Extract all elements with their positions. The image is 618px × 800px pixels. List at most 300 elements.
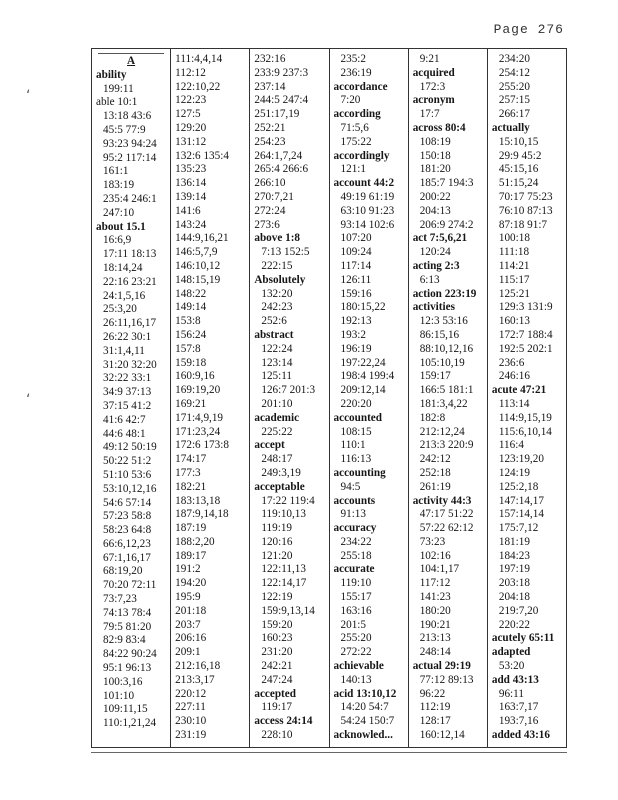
index-reference: 212:12,24	[419, 425, 465, 438]
index-reference: 252:6	[261, 315, 287, 328]
index-reference: 195:9	[175, 591, 201, 604]
index-reference: 255:18	[340, 549, 372, 562]
index-reference: 231:19	[175, 729, 207, 742]
index-reference: 146:5,7,9	[175, 246, 218, 259]
index-reference: 96:11	[498, 687, 524, 700]
index-reference: 7:20	[340, 94, 361, 107]
index-reference: 32:22 33:1	[103, 372, 152, 385]
index-reference: 272:24	[254, 204, 286, 217]
index-reference: 132:6 135:4	[175, 149, 229, 162]
index-reference: 127:5	[175, 108, 201, 121]
index-reference: 12:3 53:16	[419, 315, 468, 328]
index-reference: 119:10	[340, 577, 372, 590]
index-reference: 79:5 81:20	[103, 620, 152, 633]
index-reference: 169:21	[175, 397, 207, 410]
index-reference: 169:19,20	[175, 384, 221, 397]
index-reference: 265:4 266:6	[254, 163, 309, 176]
index-reference: 93:14 102:6	[340, 218, 395, 231]
margin-mark: ‘	[26, 392, 31, 408]
index-reference: 194:20	[175, 577, 207, 590]
index-reference: 121:1	[340, 163, 366, 176]
index-reference: 237:14	[254, 80, 286, 93]
index-reference: 244:5 247:4	[254, 94, 309, 107]
index-headword: acid 13:10,12	[333, 687, 397, 700]
index-reference: 147:14,17	[498, 494, 544, 507]
index-headword: accuracy	[333, 522, 377, 535]
index-reference: 141:23	[419, 591, 451, 604]
index-reference: 132:20	[261, 287, 293, 300]
index-reference: 264:1,7,24	[254, 149, 303, 162]
index-reference: 116:13	[340, 453, 372, 466]
index-reference: 91:13	[340, 508, 366, 521]
index-reference: 120:24	[419, 246, 451, 259]
index-headword: above 1:8	[254, 232, 301, 245]
index-reference: 270:7,21	[254, 190, 294, 203]
index-reference: 148:15,19	[175, 273, 221, 286]
index-reference: 230:10	[175, 715, 207, 728]
index-reference: 15:10,15	[498, 135, 539, 148]
index-headword: actual 29:19	[412, 660, 471, 673]
index-reference: 66:6,12,23	[103, 537, 151, 550]
index-reference: 272:22	[340, 646, 372, 659]
index-reference: 125:2,18	[498, 480, 539, 493]
index-reference: 180:15,22	[340, 301, 386, 314]
index-reference: 57:23 58:8	[103, 510, 152, 523]
index-reference: 112:19	[419, 701, 451, 714]
index-reference: 172:7 188:4	[498, 328, 553, 341]
index-reference: 189:17	[175, 549, 207, 562]
index-reference: 122:23	[175, 94, 207, 107]
index-headword: accounting	[333, 466, 386, 479]
index-reference: 119:17	[261, 701, 293, 714]
index-reference: able 10:1	[96, 96, 138, 109]
index-reference: 135:23	[175, 163, 207, 176]
index-reference: 122:19	[261, 591, 293, 604]
index-headword: accept	[254, 439, 285, 452]
index-reference: 70:20 72:11	[103, 579, 157, 592]
index-reference: 113:14	[498, 397, 530, 410]
index-reference: 155:17	[340, 591, 372, 604]
index-reference: 31:20 32:20	[103, 358, 157, 371]
index-reference: 161:1	[103, 165, 129, 178]
index-reference: 198:4 199:4	[340, 370, 395, 383]
index-headword: abstract	[254, 328, 294, 341]
index-reference: 117:14	[340, 259, 372, 272]
index-reference: 58:23 64:8	[103, 524, 152, 537]
index-reference: 247:24	[261, 673, 293, 686]
index-reference: 182:21	[175, 480, 207, 493]
index-reference: 123:14	[261, 356, 293, 369]
index-headword: accordance	[333, 80, 388, 93]
index-reference: 159:9,13,14	[261, 604, 315, 617]
index-reference: 76:10 87:13	[498, 204, 553, 217]
index-reference: 122:10,22	[175, 80, 221, 93]
index-column-6	[488, 49, 566, 747]
index-headword: activities	[412, 301, 455, 314]
index-reference: 153:8	[175, 315, 201, 328]
index-reference: 94:5	[340, 480, 361, 493]
index-headword: adapted	[491, 646, 531, 659]
index-headword: act 7:5,6,21	[412, 232, 468, 245]
index-headword: according	[333, 108, 381, 121]
index-reference: 110:1	[340, 439, 366, 452]
index-reference: 109:11,15	[103, 703, 148, 716]
index-reference: 77:12 89:13	[419, 673, 474, 686]
index-column-3	[250, 49, 329, 747]
index-reference: 126:7 201:3	[261, 384, 316, 397]
index-reference: 248:17	[261, 453, 293, 466]
index-reference: 273:6	[254, 218, 280, 231]
index-reference: 126:11	[340, 273, 372, 286]
index-reference: 209:12,14	[340, 384, 386, 397]
index-reference: 213:13	[419, 632, 451, 645]
index-reference: 119:19	[261, 522, 293, 535]
index-reference: 159:20	[261, 618, 293, 631]
index-reference: 166:5 181:1	[419, 384, 474, 397]
index-reference: 190:21	[419, 618, 451, 631]
index-reference: 17:7	[419, 108, 440, 121]
index-reference: 191:2	[175, 563, 201, 576]
index-reference: 188:2,20	[175, 535, 215, 548]
index-reference: 197:19	[498, 563, 530, 576]
index-reference: 206:9 274:2	[419, 218, 474, 231]
index-reference: 16:6,9	[103, 234, 132, 247]
index-reference: 266:10	[254, 177, 286, 190]
index-reference: 174:17	[175, 453, 207, 466]
index-reference: 120:16	[261, 535, 293, 548]
index-reference: 159:16	[340, 287, 372, 300]
index-column-2	[171, 49, 250, 747]
index-reference: 45:5 77:9	[103, 123, 146, 136]
index-headword: account 44:2	[333, 177, 395, 190]
index-reference: 18:14,24	[103, 261, 143, 274]
index-reference: 105:10,19	[419, 356, 465, 369]
index-reference: 26:22 30:1	[103, 330, 152, 343]
index-reference: 204:18	[498, 591, 530, 604]
index-column-1	[92, 49, 171, 747]
index-reference: 124:19	[498, 466, 530, 479]
index-reference: 53:10,12,16	[103, 482, 157, 495]
index-reference: 96:22	[419, 687, 446, 700]
index-headword: accounted	[333, 411, 382, 424]
index-reference: 181:19	[498, 535, 530, 548]
index-reference: 119:10,13	[261, 508, 306, 521]
index-reference: 213:3 220:9	[419, 439, 474, 452]
index-reference: 201:5	[340, 618, 366, 631]
index-reference: 144:9,16,21	[175, 232, 229, 245]
index-headword: accordingly	[333, 149, 390, 162]
page-number: Page 276	[493, 22, 564, 37]
index-reference: 109:24	[340, 246, 372, 259]
index-reference: 209:1	[175, 646, 201, 659]
index-reference: 193:2	[340, 328, 366, 341]
index-reference: 146:10,12	[175, 259, 221, 272]
margin-mark: ‘	[26, 88, 31, 104]
index-reference: 49:12 50:19	[103, 441, 157, 454]
index-reference: 84:22 90:24	[103, 648, 157, 661]
index-reference: 54:6 57:14	[103, 496, 152, 509]
index-reference: 111:4,4,14	[175, 53, 223, 65]
index-reference: 261:19	[419, 480, 451, 493]
index-reference: 114:9,15,19	[498, 411, 552, 424]
index-reference: 252:21	[254, 121, 286, 134]
index-reference: 102:16	[419, 549, 451, 562]
index-reference: 57:22 62:12	[419, 522, 474, 535]
index-reference: 159:17	[419, 370, 451, 383]
index-reference: 125:21	[498, 287, 530, 300]
index-reference: 203:7	[175, 618, 201, 631]
index-reference: 129:20	[175, 121, 207, 134]
index-headword: added 43:16	[491, 729, 550, 742]
index-reference: 136:14	[175, 177, 207, 190]
index-reference: 41:6 42:7	[103, 413, 146, 426]
index-reference: 131:12	[175, 135, 207, 148]
index-headword: actually	[491, 121, 530, 134]
index-reference: 122:11,13	[261, 563, 306, 576]
index-reference: 122:14,17	[261, 577, 307, 590]
index-reference: 257:15	[498, 94, 530, 107]
index-reference: 114:21	[498, 259, 530, 272]
index-reference: 225:22	[261, 425, 293, 438]
index-reference: 197:22,24	[340, 356, 386, 369]
index-reference: 70:17 75:23	[498, 190, 553, 203]
index-reference: 116:4	[498, 439, 524, 452]
index-reference: 242:21	[261, 660, 293, 673]
index-reference: 192:5 202:1	[498, 342, 553, 355]
index-reference: 14:20 54:7	[340, 701, 389, 714]
index-reference: 71:5,6	[340, 121, 369, 134]
index-reference: 185:7 194:3	[419, 177, 474, 190]
index-reference: 192:13	[340, 315, 372, 328]
index-headword: acceptable	[254, 480, 305, 493]
index-reference: 128:17	[419, 715, 451, 728]
index-reference: 160:9,16	[175, 370, 215, 383]
index-headword: accurate	[333, 563, 375, 576]
index-reference: 37:15 41:2	[103, 399, 152, 412]
index-reference: 101:10	[103, 689, 135, 702]
index-reference: 6:13	[419, 273, 440, 286]
index-reference: 212:16,18	[175, 660, 221, 673]
index-reference: 121:20	[261, 549, 293, 562]
index-reference: 172:3	[419, 80, 446, 93]
index-reference: 29:9 45:2	[498, 149, 542, 162]
index-reference: 104:1,17	[419, 563, 460, 576]
index-reference: 111:18	[498, 246, 530, 259]
index-headword: ability	[96, 68, 127, 81]
index-reference: 17:22 119:4	[261, 494, 315, 507]
index-reference: 236:6	[498, 356, 525, 369]
index-reference: 107:20	[340, 232, 372, 245]
index-headword: accounts	[333, 494, 376, 507]
index-reference: 220:20	[340, 397, 372, 410]
index-reference: 213:3,17	[175, 673, 215, 686]
index-column-5	[409, 49, 488, 747]
index-reference: 249:3,19	[261, 466, 301, 479]
index-reference: 187:19	[175, 522, 207, 535]
index-headword: activity 44:3	[412, 494, 472, 507]
index-reference: 180:20	[419, 604, 451, 617]
index-reference: 125:11	[261, 370, 293, 383]
index-headword: acutely 65:11	[491, 632, 555, 645]
index-reference: 254:23	[254, 135, 286, 148]
index-reference: 44:6 48:1	[103, 427, 146, 440]
index-reference: 171:4,9,19	[175, 411, 224, 424]
index-reference: 227:11	[175, 701, 206, 714]
index-reference: 220:22	[498, 618, 530, 631]
index-reference: 143:24	[175, 218, 207, 231]
index-reference: 93:23 94:24	[103, 137, 157, 150]
index-reference: 53:20	[498, 660, 525, 673]
index-reference: 219:7,20	[498, 604, 539, 617]
index-reference: 45:15,16	[498, 163, 539, 176]
index-reference: 252:18	[419, 466, 451, 479]
index-reference: 200:22	[419, 190, 451, 203]
column-header-rule	[98, 53, 164, 54]
index-headword: about 15.1	[96, 220, 146, 233]
index-reference: 160:23	[261, 632, 293, 645]
index-reference: 236:19	[340, 66, 372, 79]
index-headword: Absolutely	[254, 273, 306, 286]
index-reference: 47:17 51:22	[419, 508, 474, 521]
index-reference: 140:13	[340, 673, 372, 686]
index-reference: 17:11 18:13	[103, 248, 157, 261]
section-letter: A	[127, 55, 136, 67]
index-reference: 73:7,23	[103, 593, 137, 606]
index-reference: 160:13	[498, 315, 530, 328]
index-reference: 246:16	[498, 370, 530, 383]
index-reference: 254:12	[498, 66, 530, 79]
index-reference: 234:20	[498, 53, 530, 65]
index-reference: 222:15	[261, 259, 293, 272]
index-reference: 183:13,18	[175, 494, 221, 507]
index-reference: 196:19	[340, 342, 372, 355]
index-reference: 203:18	[498, 577, 530, 590]
index-headword: access 24:14	[254, 715, 313, 728]
index-reference: 112:12	[175, 66, 206, 79]
index-headword: academic	[254, 411, 300, 424]
index-headword: acquired	[412, 66, 455, 79]
index-reference: 181:20	[419, 163, 451, 176]
index-reference: 235:2	[340, 53, 366, 65]
index-reference: 193:7,16	[498, 715, 539, 728]
index-reference: 266:17	[498, 108, 530, 121]
index-reference: 175:7,12	[498, 522, 539, 535]
index-reference: 49:19 61:19	[340, 190, 395, 203]
index-headword: acting 2:3	[412, 259, 460, 272]
index-reference: 82:9 83:4	[103, 634, 146, 647]
index-reference: 156:24	[175, 328, 207, 341]
index-reference: 163:7,17	[498, 701, 539, 714]
index-reference: 13:18 43:6	[103, 110, 152, 123]
index-reference: 150:18	[419, 149, 451, 162]
index-reference: 149:14	[175, 301, 207, 314]
index-reference: 204:13	[419, 204, 451, 217]
index-reference: 148:22	[175, 287, 207, 300]
index-reference: 73:23	[419, 535, 446, 548]
index-reference: 141:6	[175, 204, 201, 217]
index-headword: accepted	[254, 687, 296, 700]
index-reference: 228:10	[261, 729, 293, 742]
index-reference: 108:19	[419, 135, 451, 148]
index-reference: 182:8	[419, 411, 446, 424]
index-reference: 31:1,4,11	[103, 344, 145, 357]
index-headword: achievable	[333, 660, 384, 673]
index-reference: 95:2 117:14	[103, 151, 157, 164]
index-reference: 7:13 152:5	[261, 246, 310, 259]
index-headword: acute 47:21	[491, 384, 547, 397]
index-reference: 206:16	[175, 632, 207, 645]
index-reference: 231:20	[261, 646, 293, 659]
index-column-4	[330, 49, 409, 747]
index-reference: 74:13 78:4	[103, 606, 152, 619]
index-reference: 201:18	[175, 604, 207, 617]
index-reference: 26:11,16,17	[103, 317, 157, 330]
index-reference: 160:12,14	[419, 729, 465, 742]
index-reference: 51:10 53:6	[103, 468, 152, 481]
index-reference: 50:22 51:2	[103, 455, 152, 468]
index-reference: 163:16	[340, 604, 372, 617]
index-reference: 201:10	[261, 397, 293, 410]
index-reference: 22:16 23:21	[103, 275, 157, 288]
index-reference: 108:15	[340, 425, 372, 438]
bottom-rule	[91, 752, 567, 753]
index-reference: 234:22	[340, 535, 372, 548]
index-reference: 157:14,14	[498, 508, 544, 521]
index-reference: 95:1 96:13	[103, 662, 152, 675]
index-reference: 51:15,24	[498, 177, 539, 190]
index-reference: 183:19	[103, 179, 135, 192]
index-headword: acknowled...	[333, 729, 393, 742]
index-reference: 171:23,24	[175, 425, 221, 438]
word-index-table	[91, 48, 567, 748]
index-reference: 117:12	[419, 577, 451, 590]
index-headword: across 80:4	[412, 121, 466, 134]
index-reference: 255:20	[340, 632, 372, 645]
index-reference: 242:12	[419, 453, 451, 466]
index-headword: action 223:19	[412, 287, 477, 300]
index-reference: 25:3,20	[103, 303, 137, 316]
index-headword: acronym	[412, 94, 455, 107]
index-reference: 129:3 131:9	[498, 301, 553, 314]
index-reference: 233:9 237:3	[254, 66, 309, 79]
index-reference: 181:3,4,22	[419, 397, 468, 410]
index-reference: 100:3,16	[103, 675, 143, 688]
index-reference: 220:12	[175, 687, 207, 700]
index-reference: 115:6,10,14	[498, 425, 552, 438]
index-reference: 67:1,16,17	[103, 551, 151, 564]
index-reference: 235:4 246:1	[103, 192, 157, 205]
index-reference: 34:9 37:13	[103, 386, 152, 399]
index-reference: 100:18	[498, 232, 530, 245]
index-reference: 24:1,5,16	[103, 289, 146, 302]
index-reference: 199:11	[103, 82, 134, 95]
index-reference: 110:1,21,24	[103, 717, 157, 730]
index-reference: 177:3	[175, 466, 201, 479]
index-reference: 86:15,16	[419, 328, 460, 341]
index-reference: 175:22	[340, 135, 372, 148]
index-reference: 248:14	[419, 646, 451, 659]
index-reference: 251:17,19	[254, 108, 300, 121]
index-reference: 242:23	[261, 301, 293, 314]
index-reference: 88:10,12,16	[419, 342, 474, 355]
index-reference: 63:10 91:23	[340, 204, 395, 217]
index-reference: 123:19,20	[498, 453, 544, 466]
index-headword: add 43:13	[491, 673, 539, 686]
index-reference: 122:24	[261, 342, 293, 355]
index-reference: 187:9,14,18	[175, 508, 229, 521]
index-reference: 87:18 91:7	[498, 218, 548, 231]
index-reference: 157:8	[175, 342, 201, 355]
